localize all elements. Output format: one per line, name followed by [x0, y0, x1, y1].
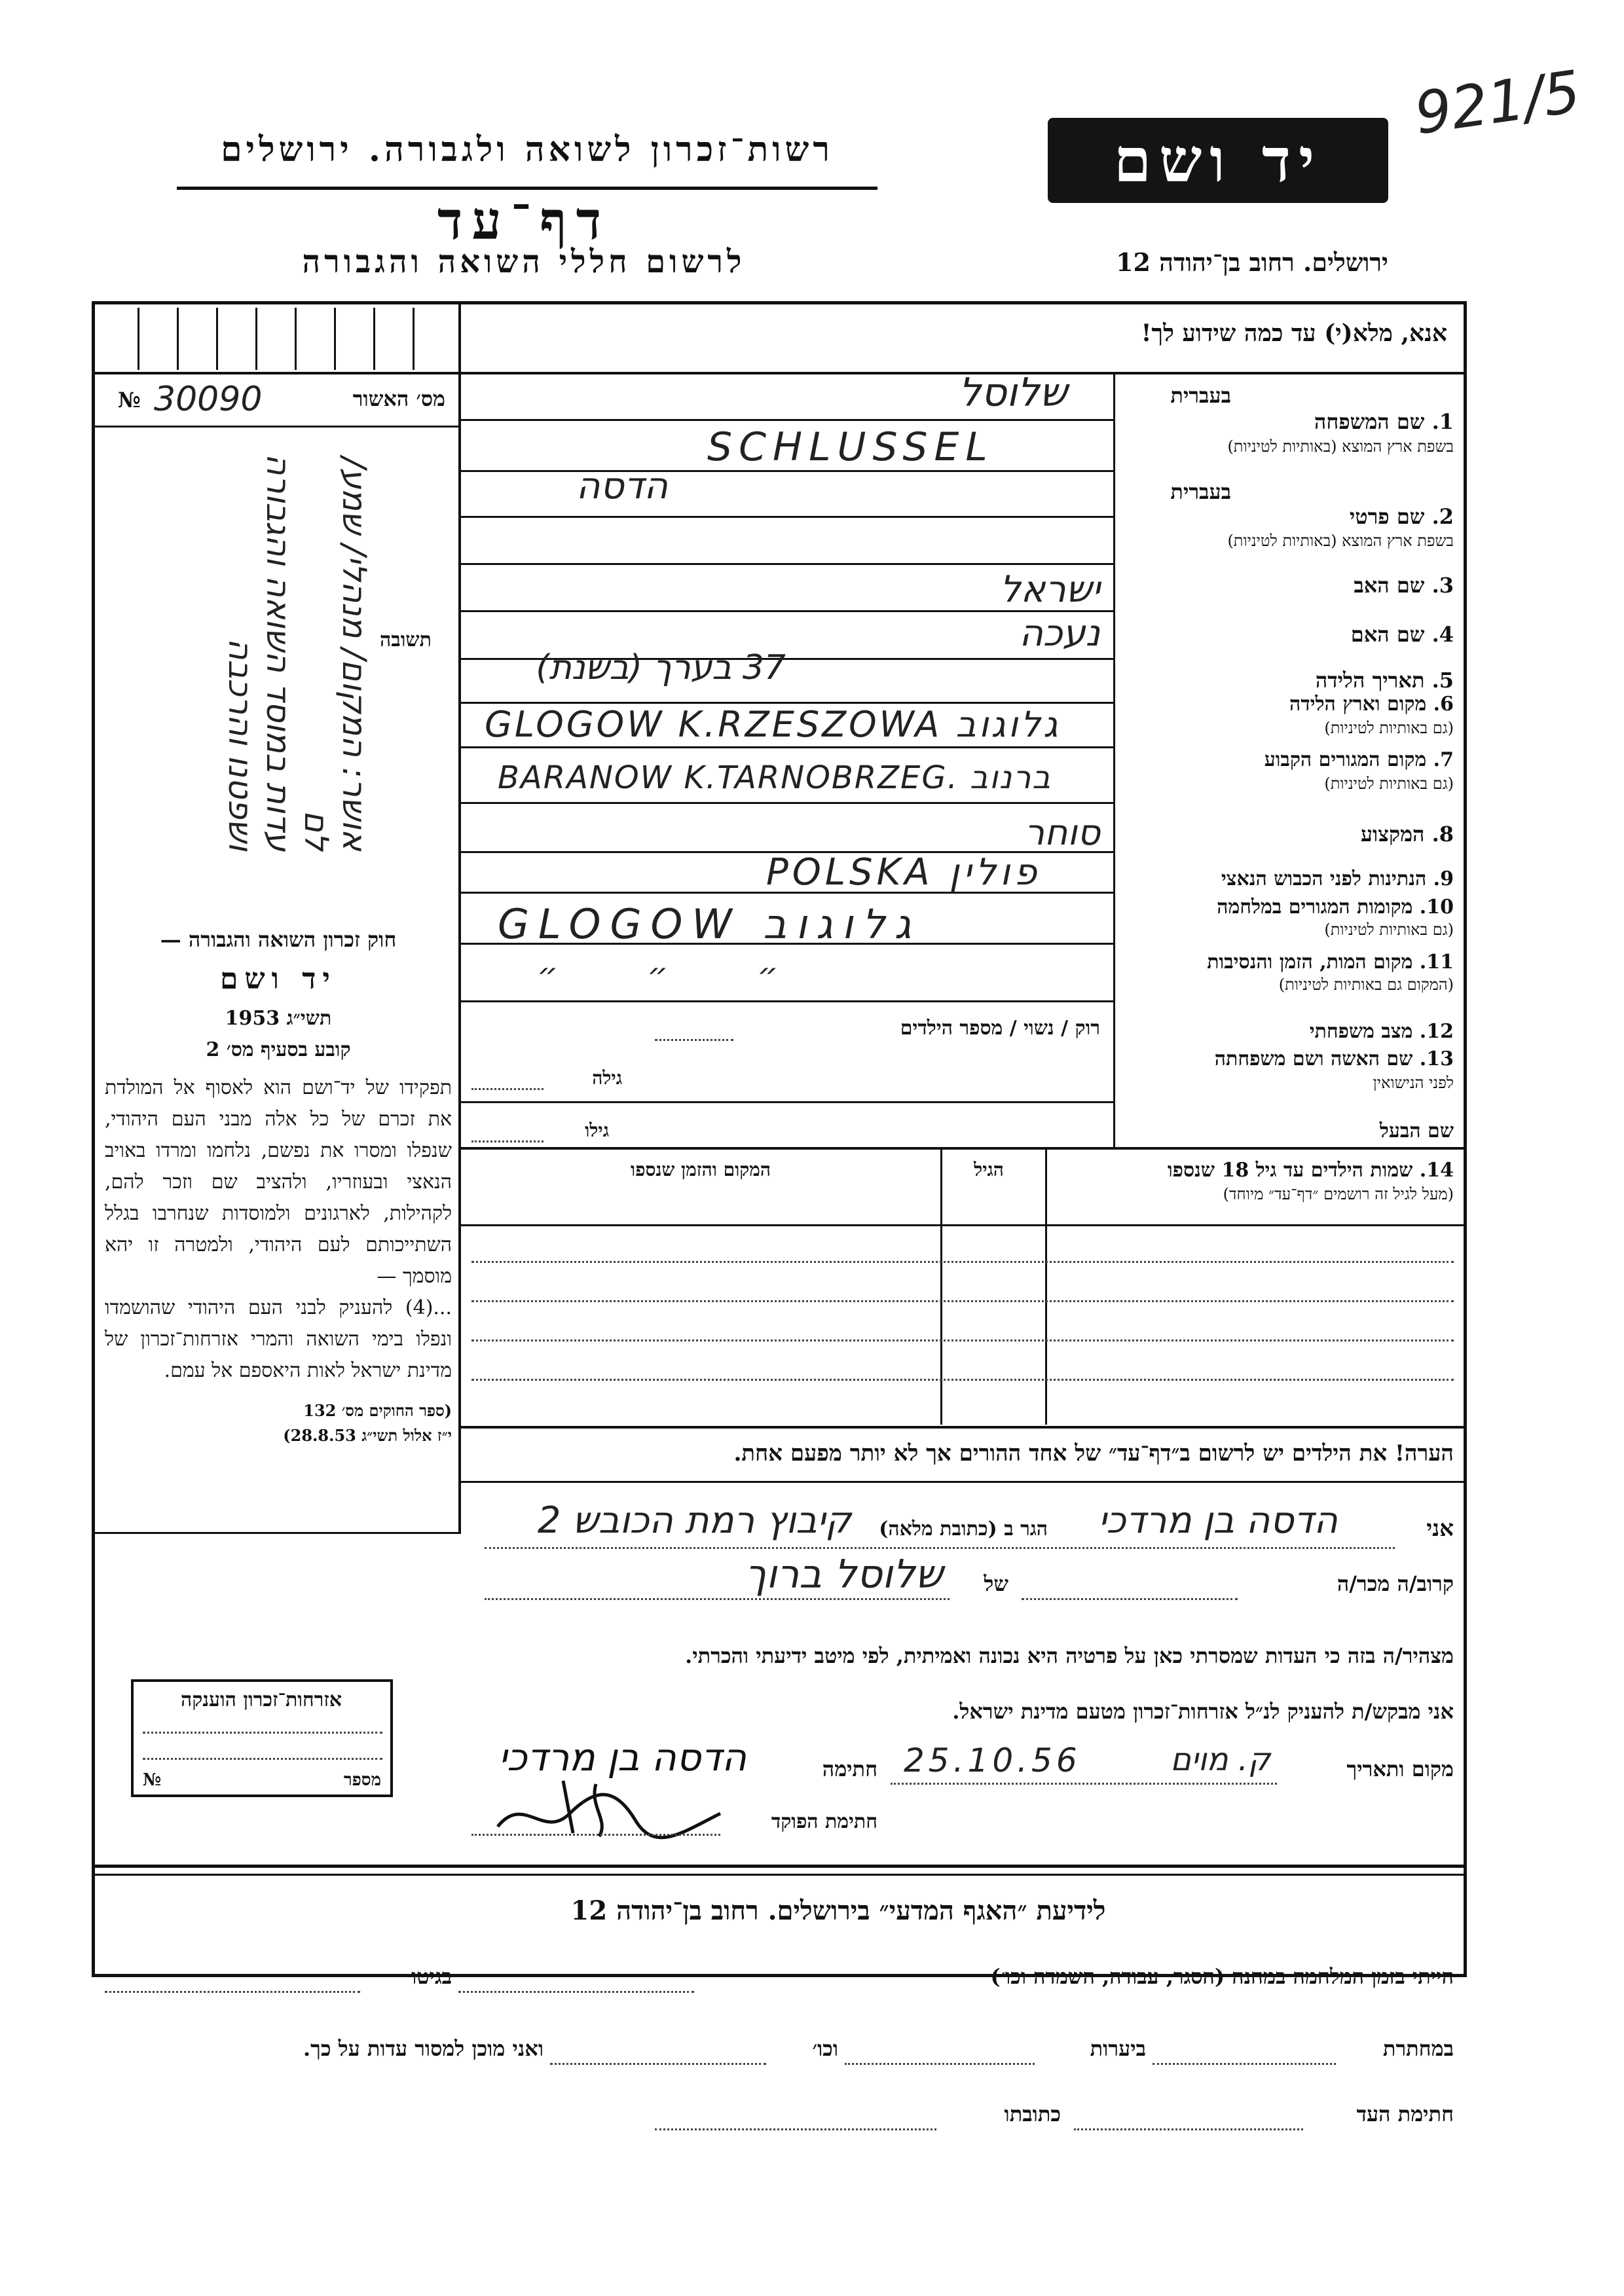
authority-title: רשות־זכרון לשואה ולגבורה. ירושלים — [221, 130, 834, 170]
field3-value: ישראל — [999, 568, 1100, 611]
field9-value: POLSKA פולין — [766, 851, 1041, 894]
bottom-line3-b: כתובתו — [1004, 2102, 1061, 2126]
field1-value-latin: SCHLUSSEL — [707, 424, 994, 470]
field11-sub: (המקום גם באותיות לטיניות) — [1278, 975, 1454, 994]
signature-label: חתימה — [822, 1757, 877, 1781]
officer-label: חתימת הפוקד — [771, 1810, 877, 1833]
bottom-line2-d: ואני מוכן למסור עדות על כך. — [303, 2036, 544, 2061]
code-boxes — [98, 308, 452, 370]
field5-label: 5. תאריך הלידה — [1315, 668, 1454, 693]
field2-value: הדסה — [576, 465, 668, 507]
archive-number: 921/5 — [1411, 57, 1585, 148]
declaration-resides: הגר ב (כתובת מלאה) — [879, 1518, 1048, 1540]
field1-value-he: שלוסל — [959, 370, 1067, 416]
place-value: ק. מוים — [1170, 1741, 1270, 1778]
declaration-request: אני מבקש/ת להעניק לנ״ל אזרחות־זכרון מטעם מדינת ישראל. — [952, 1699, 1454, 1724]
law-box: חוק זכרון השואה והגבורה — יד ושם תשי״ג 1953 קובע בסעיף מס׳ 2 תפקידו של יד־ושם הוא לאסוף אל המולדת את זכרם של כל אלה מבני העם היהודי, שנפלו ומסרו את נפשם, נלחמו ומרדו באויב הנאצי ובעוזריו, ולהציב שם וזכר להם, לקהילות, לארגונים ולמוסדות שנחרבו בגלל השתייכותם לעם היהודי, ולמטרה זו יהא מוסמך — ...(4) להעניק לבני העם היהודי שהושמדו ונפלו בימי השואה והמרי אזרחות־זכרון של מדינת ישראל לאות היאספם אל עמם. (ספר החוקים מס׳ 132 י״ז אלול תשי״ג 28.8.53) — [105, 927, 452, 1445]
form-subtitle: לרשום חללי השואה והגבורה — [302, 244, 746, 280]
field10-label: 10. מקומות המגורים במלחמה — [1217, 896, 1454, 919]
declaration-statement: מצהיר/ה בזה כי העדות שמסרתי כאן על פרטיה היא נכונה ואמיתית, לפי מיטב ידיעתי והכרתי. — [685, 1643, 1454, 1668]
bottom-line2-c: וכו׳ — [812, 2036, 838, 2061]
relative-value: שלוסל ברוך — [745, 1552, 943, 1597]
field6-label: 6. מקום וארץ הלידה — [1289, 693, 1454, 716]
declaration-address: קיבוץ רמת הכובש 2 — [537, 1499, 851, 1542]
in-hebrew-1: בעברית — [1170, 383, 1231, 408]
field10-sub: (גם באותיות לטיניות) — [1324, 920, 1454, 939]
intro-text: אנא, מלא(י) עד כמה שידוע לך! — [1141, 319, 1447, 347]
registration-no-mark: № — [118, 388, 141, 412]
note-text: הערה! את הילדים יש לרשום ב״דף־עד״ של אחד ההורים אך לא יותר מפעם אחת. — [733, 1440, 1454, 1467]
signature-value: הדסה בן מרדכי — [498, 1735, 747, 1779]
field8-value: סוחר — [1024, 812, 1100, 853]
field8-label: 8. המקצוע — [1360, 822, 1454, 847]
col-place-header: המקום והזמן שנספו — [631, 1159, 771, 1180]
reply-label: תשובה — [380, 629, 432, 651]
field1-label: 1. שם המשפחה — [1314, 409, 1454, 434]
bottom-title: לידיעת ״האגף המדעי״ בירושלים. רחוב בן־יהודה 12 — [570, 1895, 1106, 1926]
registration-note: אושר: המקום/ מנהלי/ שמע/ לם עדות במוסד השואה והגבורה ושפטנו והרכבה — [221, 453, 373, 851]
field7-sub: (גם באותיות לטיניות) — [1324, 774, 1454, 793]
field2-sub: בשפת ארץ המוצא (באותיות לטיניות) — [1227, 532, 1454, 550]
husband-label: שם הבעל — [1379, 1120, 1454, 1142]
declaration-i-label: אני — [1426, 1516, 1454, 1542]
yad-vashem-logo: יד ושם — [1048, 118, 1388, 203]
field9-label: 9. הנתינות לפני הכבוש הנאצי — [1221, 867, 1454, 890]
field11-label: 11. מקום המות, הזמן והנסיבות — [1207, 951, 1454, 974]
bottom-line2-b: ביערות — [1090, 2036, 1146, 2061]
field6-sub: (גם באותיות לטיניות) — [1324, 719, 1454, 737]
citizenship-no-mark: № — [143, 1770, 162, 1790]
field13-age: גילה — [592, 1067, 622, 1089]
field1-sub: בשפת ארץ המוצא (באותיות לטיניות) — [1227, 437, 1454, 456]
citizenship-title: אזרחות־זכרון הוענקה — [180, 1688, 342, 1711]
field13-label: 13. שם האשה ושם משפחתה — [1214, 1048, 1454, 1070]
citizenship-number-label: מספר — [343, 1770, 381, 1790]
date-value: 25.10.56 — [904, 1741, 1081, 1779]
citizenship-box — [131, 1679, 393, 1797]
field7-label: 7. מקום המגורים הקבוע — [1264, 748, 1454, 771]
registration-number: 30090 — [154, 380, 263, 419]
field11-value: ״ ״ ״ — [537, 956, 779, 994]
field6-value: GLOGOW K.RZESZOWA גלוגוב — [485, 704, 1061, 745]
registration-label: מס׳ האשור — [352, 386, 445, 411]
husband-age: גילו — [585, 1120, 609, 1141]
field12-label: 12. מצב משפחתי — [1309, 1020, 1454, 1043]
field14-sub: (מעל לגיל זה רושמים ״דף־עד״ מיוחד) — [1223, 1185, 1454, 1203]
col-age-header: הגיל — [974, 1159, 1004, 1180]
field7-value: BARANOW K.TARNOBRZEG. ברנוב — [498, 759, 1052, 796]
header-address: ירושלים. רחוב בן־יהודה 12 — [1116, 247, 1388, 277]
field14-label: 14. שמות הילדים עד גיל 18 שנספו — [1167, 1159, 1454, 1182]
bottom-line1-a: הייתי בזמן המלחמה במחנה (הסגר, עבודה, השמדה וכו׳) — [990, 1964, 1454, 1989]
bottom-line2-a: במחתרת — [1382, 2036, 1454, 2061]
field4-value: נעכה — [1019, 612, 1100, 655]
field13-sub: לפני הנישואין — [1373, 1074, 1454, 1092]
of-label: של — [984, 1571, 1008, 1596]
field3-label: 3. שם האב — [1354, 573, 1454, 598]
field4-label: 4. שם האם — [1350, 622, 1454, 647]
field2-label: 2. שם פרטי — [1349, 504, 1454, 529]
form-title: דף־עד — [437, 190, 611, 251]
place-date-label: מקום ותאריך — [1346, 1757, 1454, 1781]
bottom-line1-b: בגיטו — [411, 1964, 452, 1989]
field12-options: רוק / נשוי / מספר הילדים — [900, 1017, 1100, 1040]
bottom-line3-a: חתימת העד — [1356, 2102, 1454, 2126]
relative-label: קרוב/ה מכר/ה — [1337, 1571, 1454, 1596]
field5-value: 37 בערך (בשנת) — [536, 648, 786, 687]
declaration-name: הדסה בן מרדכי — [1098, 1499, 1338, 1542]
in-hebrew-2: בעברית — [1170, 479, 1231, 504]
field10-value: GLOGOW גלוגוב — [498, 900, 921, 948]
